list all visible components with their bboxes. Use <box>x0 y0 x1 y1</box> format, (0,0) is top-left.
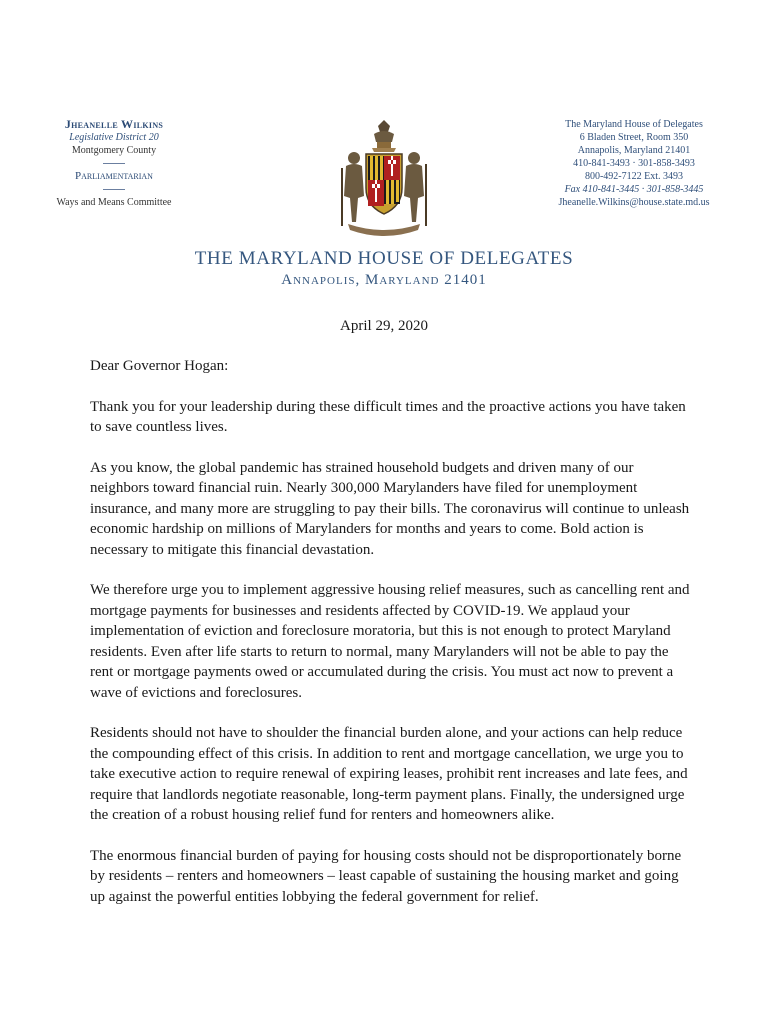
contact-tollfree: 800-492-7122 Ext. 3493 <box>584 171 684 182</box>
paragraph: We therefore urge you to implement aggressive housing relief measures, such as cancelling rent and mortgage payments for businesses and residents affected by COVID-19. We applaud your implementation of eviction and foreclosure moratoria, but this is not enough to protect Maryland residents. Even after life starts to return to normal, many Marylanders will not be able to pay the rent or mortgage payments owed or accumulated during the crisis. You must act now to prevent a wave of evictions and foreclosures. <box>90 582 690 701</box>
sender-role: Parliamentarian <box>75 170 153 182</box>
letterhead <box>0 0 768 300</box>
sender-name: Jheanelle Wilkins <box>64 117 164 131</box>
contact-org: The Maryland House of Delegates <box>565 119 703 130</box>
letter-date: April 29, 2020 <box>340 318 428 334</box>
contact-street: 6 Bladen Street, Room 350 <box>579 132 689 143</box>
contact-city: Annapolis, Maryland 21401 <box>577 145 691 156</box>
paragraph: The enormous financial burden of paying for housing costs should not be disproportionately borne by residents – renters and homeowners – least capable of sustaining the housing market and going up against the powerful entities lobbying the federal government for relief. <box>90 847 682 905</box>
sender-block <box>44 118 184 209</box>
letter-body <box>90 356 690 927</box>
sender-committee: Ways and Means Committee <box>56 197 172 208</box>
sender-district: Legislative District 20 <box>69 132 159 143</box>
paragraph: Residents should not have to shoulder the financial burden alone, and your actions can help reduce the compounding effect of this crisis. In addition to rent and mortgage cancellation, we urge you to take executive action to require renewal of expiring leases, prohibit rent increases and late fees, and require that landlords negotiate reasonable, long-term payment plans. Finally, the undersigned urge the creation of a robust housing relief fund for renters and homeowners alike. <box>90 725 688 823</box>
maryland-seal-icon <box>334 118 434 242</box>
salutation: Dear Governor Hogan: <box>90 358 229 374</box>
org-title: THE MARYLAND HOUSE OF DELEGATES <box>194 248 574 269</box>
divider <box>103 189 125 190</box>
contact-email: Jheanelle.Wilkins@house.state.md.us <box>558 197 710 208</box>
sender-county: Montgomery County <box>71 145 157 156</box>
divider <box>103 163 125 164</box>
paragraph: Thank you for your leadership during these difficult times and the proactive actions you have taken to save countless lives. <box>90 398 686 435</box>
contact-fax: Fax 410-841-3445 · 301-858-3445 <box>564 184 704 195</box>
paragraph: As you know, the global pandemic has strained household budgets and driven many of our neighbors toward financial ruin. Nearly 300,000 Marylanders have filed for unemployment insurance, and many more are struggling to pay their bills. The coronavirus will continue to unleash economic hardship on millions of Marylanders for months and years to come. Bold action is necessary to mitigate this financial devastation. <box>90 459 690 558</box>
contact-phone: 410-841-3493 · 301-858-3493 <box>573 158 695 169</box>
contact-block <box>544 118 724 209</box>
org-subtitle: Annapolis, Maryland 21401 <box>281 272 487 288</box>
